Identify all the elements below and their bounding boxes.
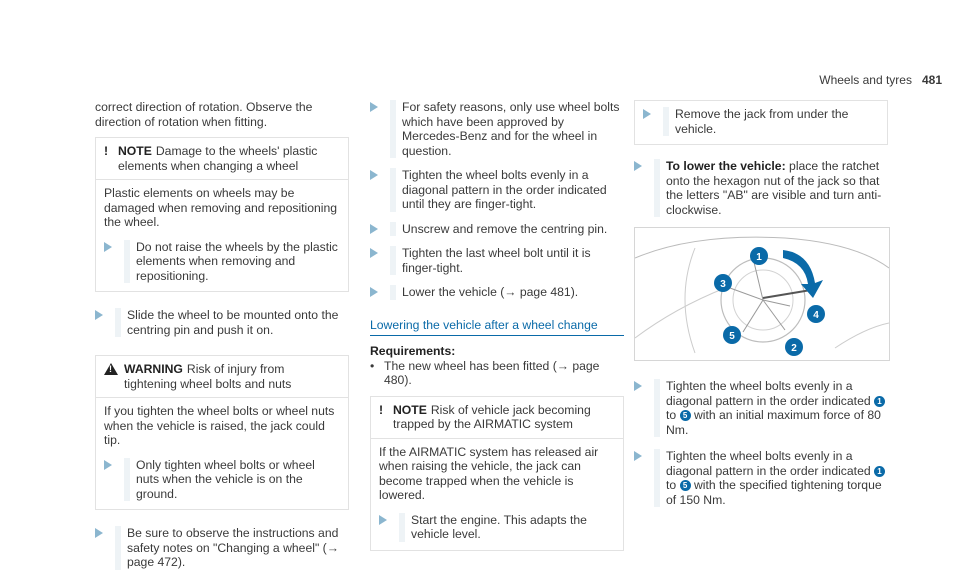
- step-text-b-end: with the specified tightening torque of 150 Nm.: [666, 478, 882, 507]
- step-1: [370, 100, 624, 158]
- note-box-2: [370, 396, 624, 551]
- page-header: [819, 73, 942, 88]
- note-step-text: Start the engine. This adapts the vehicle level.: [399, 513, 615, 542]
- lower-label: To lower the vehicle:: [666, 159, 786, 173]
- warning-step-text: Only tighten wheel bolts or wheel nuts when the vehicle is on the ground.: [124, 458, 340, 502]
- step-text: Unscrew and remove the centring pin.: [390, 222, 607, 237]
- step-arrow-icon: [370, 100, 390, 158]
- bolt-text-3: 3: [720, 279, 726, 290]
- column-2: [370, 100, 624, 551]
- step-text: Tighten the wheel bolts evenly in a diagonal pattern in the order indicated until they are finger-tight.: [390, 168, 624, 212]
- step-text-to: to: [666, 478, 677, 492]
- step-text: [654, 379, 888, 437]
- step-text-to: to: [666, 408, 677, 422]
- warning-icon: [104, 363, 118, 375]
- bullet-icon: •: [370, 358, 375, 373]
- step-tighten-150nm: [634, 449, 888, 507]
- step-arrow-icon: [379, 513, 399, 542]
- page-number: 481: [921, 73, 942, 87]
- step-text: Tighten the last wheel bolt until it is finger-tight.: [390, 246, 624, 275]
- note-step: [379, 513, 615, 542]
- note-title: Risk of vehicle jack becoming trapped by the AIRMATIC system: [393, 402, 591, 431]
- step-arrow-icon: [95, 308, 115, 337]
- bolt-text-4: 4: [813, 310, 819, 321]
- warning-step: [104, 458, 340, 502]
- step-4: [370, 246, 624, 275]
- step-arrow-icon: [634, 379, 654, 437]
- number-badge-5: 5: [680, 410, 691, 421]
- step-arrow-icon: [370, 168, 390, 212]
- warning-label: WARNING: [124, 362, 183, 376]
- requirement-item: [370, 359, 624, 388]
- note-label: NOTE: [393, 402, 427, 417]
- note-text: If the AIRMATIC system has released air when raising the vehicle, the jack can become trapped when the vehicle is lowered.: [379, 444, 599, 502]
- note-heading: [118, 144, 340, 173]
- step-text: [654, 159, 888, 217]
- step-2: [370, 168, 624, 212]
- note-head: [96, 138, 348, 180]
- note-heading: [393, 403, 615, 432]
- header-title: Wheels and tyres: [819, 73, 912, 87]
- step-slide-wheel: [95, 308, 349, 337]
- box-step-text: Remove the jack from under the vehicle.: [663, 107, 879, 136]
- note-title: Damage to the wheels' plastic elements when changing a wheel: [118, 144, 318, 173]
- bolt-text-5: 5: [729, 331, 735, 342]
- warning-heading: [124, 362, 340, 391]
- step-5: [370, 285, 624, 300]
- step-text-b: Tighten the wheel bolts evenly in a diagonal pattern in the order indicated: [666, 449, 871, 478]
- wheel-bolt-figure: [634, 227, 890, 361]
- box-body: [635, 101, 887, 144]
- step-arrow-icon: [634, 159, 654, 217]
- note-step-text: Do not raise the wheels by the plastic elements when removing and repositioning.: [124, 240, 340, 284]
- warning-text: If you tighten the wheel bolts or wheel nuts when the vehicle is raised, the jack could tip.: [104, 404, 335, 447]
- note-label: NOTE: [118, 144, 152, 158]
- step-tighten-80nm: [634, 379, 888, 437]
- step-lower-vehicle: [634, 159, 888, 217]
- number-badge-5: 5: [680, 480, 691, 491]
- wheel-illustration: [635, 228, 889, 360]
- column-3: [634, 100, 888, 507]
- step-text-a: Tighten the wheel bolts evenly in a diagonal pattern in the order indicated: [666, 379, 871, 408]
- warning-body: [96, 398, 348, 509]
- step-text: Lower the vehicle (→ page 481).: [390, 285, 578, 300]
- step-text: Slide the wheel to be mounted onto the centring pin and push it on.: [115, 308, 349, 337]
- step-arrow-icon: [104, 458, 124, 502]
- step-arrow-icon: [634, 449, 654, 507]
- step-arrow-icon: [370, 246, 390, 275]
- number-badge-1: 1: [874, 396, 885, 407]
- step-text: For safety reasons, only use wheel bolts which have been approved by Mercedes-Benz and for the wheel in question.: [390, 100, 624, 158]
- note-box-1: [95, 137, 349, 292]
- continued-box: [634, 100, 888, 145]
- note-text: Plastic elements on wheels may be damaged when removing and repositioning the wheel.: [104, 186, 338, 229]
- note-body: [96, 180, 348, 291]
- warning-head: [96, 356, 348, 398]
- step-text: Be sure to observe the instructions and safety notes on "Changing a wheel" (→ page 472).: [115, 526, 349, 570]
- number-badge-1: 1: [874, 466, 885, 477]
- step-text: [654, 449, 888, 507]
- step-arrow-icon: [104, 240, 124, 284]
- note-head: [371, 397, 623, 439]
- step-arrow-icon: [370, 222, 390, 237]
- notice-icon: !: [379, 402, 384, 417]
- notice-icon: !: [104, 144, 109, 158]
- step-text-a-end: with an initial maximum force of 80 Nm.: [666, 408, 881, 437]
- intro-text: correct direction of rotation. Observe the direction of rotation when fitting.: [95, 100, 313, 129]
- step-arrow-icon: [370, 285, 390, 300]
- bolt-text-2: 2: [791, 343, 797, 354]
- step-arrow-icon: [643, 107, 663, 136]
- bolt-text-1: 1: [756, 252, 762, 263]
- lower-text: place the ratchet onto the hexagon nut of the jack so that the letters "AB" are visible and turn anti-clockwise.: [666, 159, 882, 217]
- requirements-title: Requirements:: [370, 344, 456, 358]
- step-3: [370, 222, 624, 237]
- note-step: [104, 240, 340, 284]
- requirement-text: The new wheel has been fitted (→ page 480).: [384, 358, 600, 387]
- column-1: [95, 100, 349, 570]
- warning-box: [95, 355, 349, 510]
- warning-title: Risk of injury from tightening wheel bolts and nuts: [124, 362, 292, 391]
- box-step: [643, 107, 879, 136]
- section-title: Lowering the vehicle after a wheel change: [370, 318, 624, 337]
